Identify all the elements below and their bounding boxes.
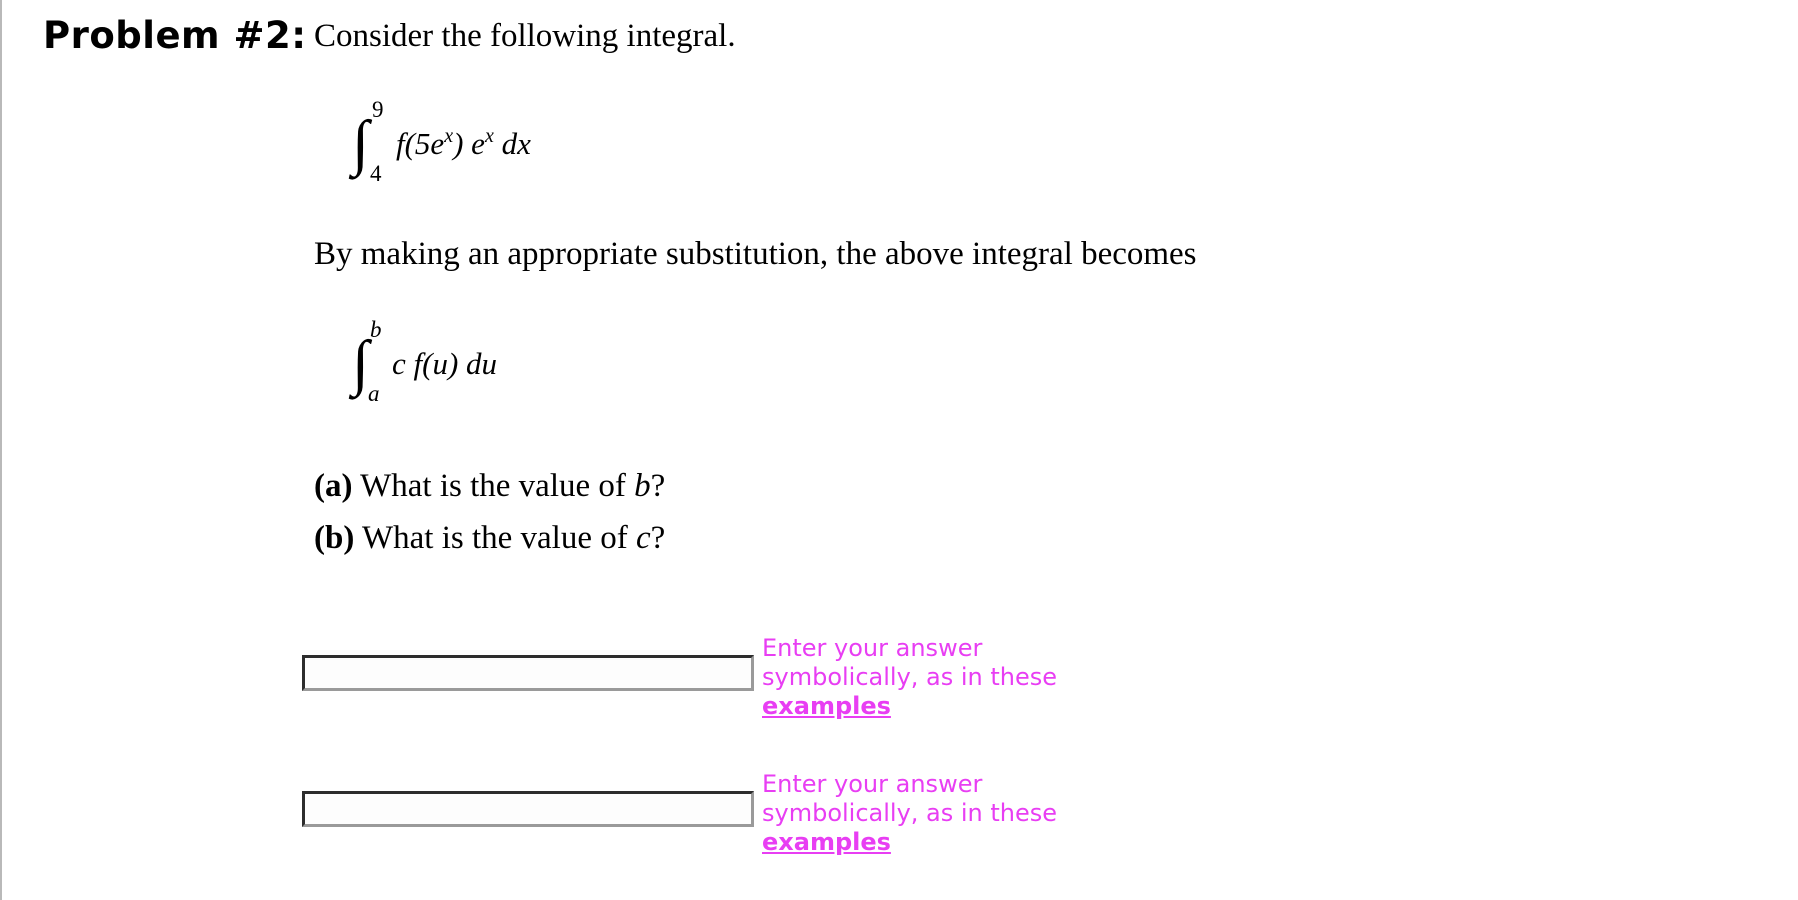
integral-2: [344, 308, 564, 408]
integral-1: [344, 88, 604, 188]
integral-1-integrand: [396, 126, 531, 162]
substitution-sentence: By making an appropriate substitution, the above integral becomes: [314, 236, 1197, 272]
problem-label: Problem #2:: [43, 14, 307, 57]
part-a-text: What is the value of: [352, 468, 635, 504]
answer-b-hint-line-1: Enter your answer: [762, 770, 983, 798]
part-a-variable: b: [634, 468, 651, 504]
integrand-part-1: f(5e: [396, 126, 445, 161]
part-b-text: What is the value of: [354, 520, 636, 556]
integral-2-upper-limit: b: [370, 317, 382, 342]
answer-b-input[interactable]: [302, 791, 754, 827]
answer-b-hint-line-2: symbolically, as in these: [762, 799, 1058, 827]
integral-2-integrand: c f(u) du: [392, 346, 498, 381]
integral-1-upper-limit: 9: [372, 97, 384, 122]
left-border-rule: [0, 0, 2, 900]
integral-2-lower-limit: a: [368, 381, 380, 406]
part-a-label: (a): [314, 468, 353, 504]
answer-a-hint-line-2: symbolically, as in these: [762, 663, 1058, 691]
integrand-exponent-1: x: [444, 125, 454, 147]
answer-b-hint: [762, 770, 1057, 857]
integrand-exponent-2: x: [484, 125, 494, 147]
integral-1-lower-limit: 4: [370, 161, 382, 186]
integral-sign-icon: ∫: [352, 109, 369, 177]
answer-b-examples-link[interactable]: examples: [762, 828, 891, 856]
answer-a-input[interactable]: [302, 655, 754, 691]
part-b-question-mark: ?: [650, 520, 666, 556]
answer-a-hint-line-1: Enter your answer: [762, 634, 983, 662]
part-b-variable: c: [636, 520, 651, 556]
part-b-label: (b): [314, 520, 355, 556]
part-a: [314, 468, 665, 505]
part-a-question-mark: ?: [650, 468, 666, 504]
problem-intro: Consider the following integral.: [314, 18, 736, 54]
answer-a-hint: [762, 634, 1057, 721]
integral-sign-icon: ∫: [352, 329, 369, 397]
integrand-part-2: ) e: [453, 126, 485, 161]
integrand-part-3: dx: [493, 126, 531, 161]
part-b: [314, 520, 665, 557]
answer-a-examples-link[interactable]: examples: [762, 692, 891, 720]
